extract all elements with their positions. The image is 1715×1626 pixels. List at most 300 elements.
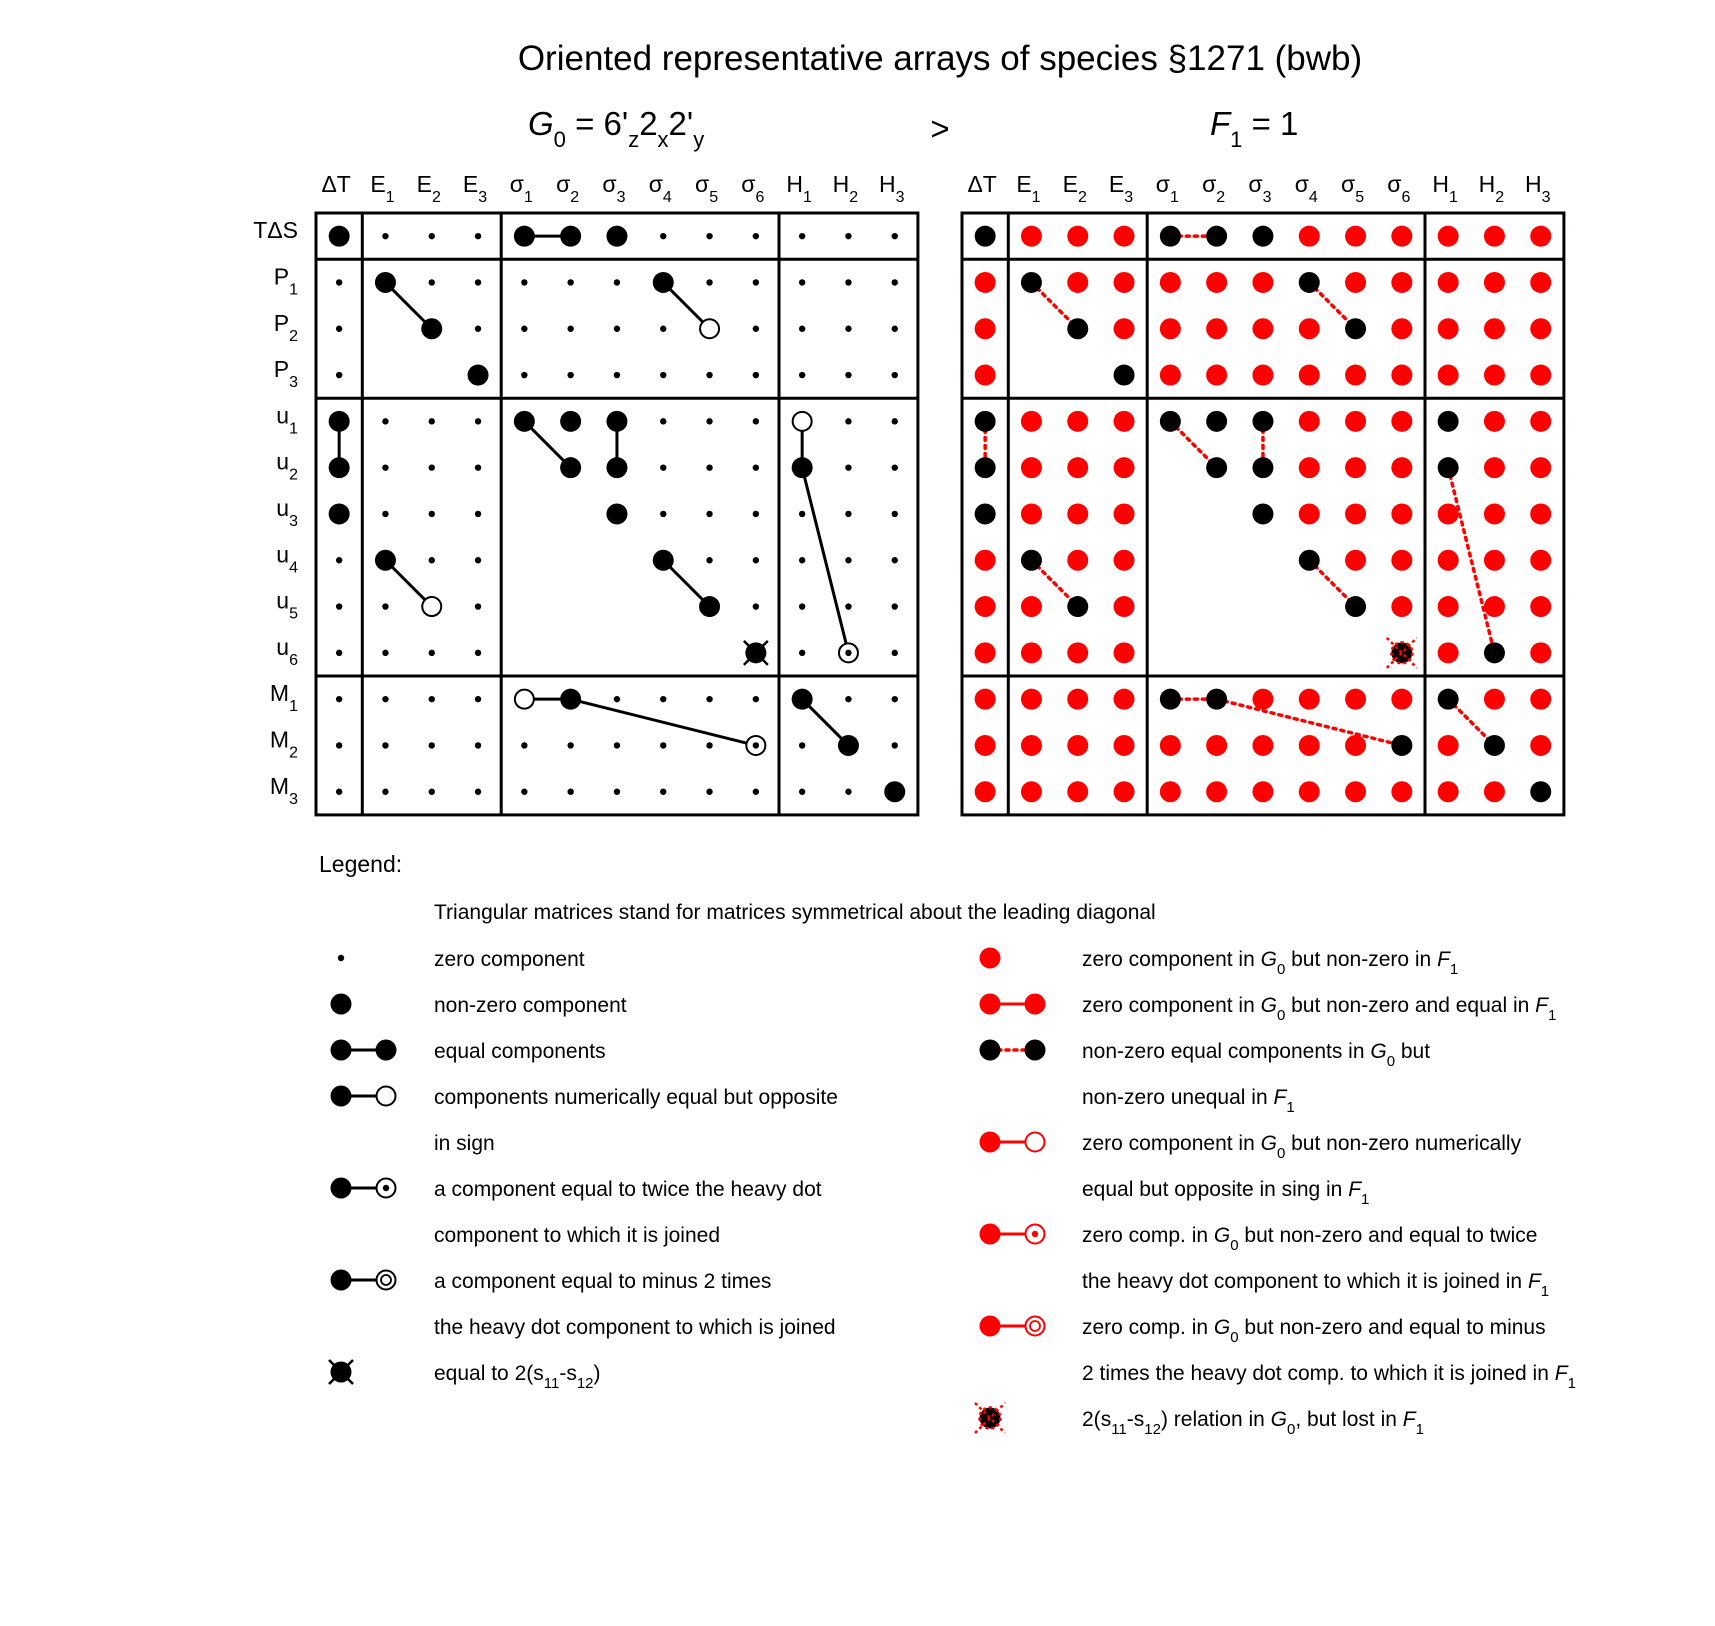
group-F-sub: 1 <box>1230 127 1243 152</box>
red-component-mark <box>1252 365 1273 386</box>
zero-component-mark <box>892 511 898 517</box>
legend-item-text-txt: zero comp. in <box>1082 1316 1214 1339</box>
nonzero-component-mark <box>331 994 352 1015</box>
row-label <box>274 310 298 345</box>
red-component-mark <box>1530 365 1551 386</box>
red-component-mark <box>1345 411 1366 432</box>
opposite-sign-mark <box>422 597 441 616</box>
nonzero-component-mark <box>421 318 442 339</box>
zero-component-mark <box>429 557 435 563</box>
legend-item-text-txt: equal to 2( <box>434 1362 534 1385</box>
G0-column-label <box>510 171 533 206</box>
red-component-mark <box>1530 457 1551 478</box>
red-component-mark <box>975 318 996 339</box>
zero-component-mark <box>382 650 388 656</box>
row-label-main: TΔS <box>253 217 298 244</box>
minus-two-mark-inner <box>1030 1321 1040 1331</box>
legend-item-text <box>434 1316 836 1339</box>
axis-labels <box>253 171 1550 808</box>
legend-item-text <box>1082 1316 1546 1346</box>
red-component-mark <box>1391 226 1412 247</box>
red-component-mark <box>1067 411 1088 432</box>
nonzero-component-mark <box>1345 596 1366 617</box>
F1-column-label-main: σ <box>1202 171 1217 197</box>
zero-component-mark <box>845 603 851 609</box>
twice-mark-center <box>845 650 851 656</box>
red-component-mark <box>1206 781 1227 802</box>
G0-column-label-sub: 6 <box>755 189 765 206</box>
F1-column-label <box>1063 171 1087 206</box>
row-label-main: P <box>273 356 290 383</box>
zero-component-mark <box>845 372 851 378</box>
nonzero-component-mark <box>1160 689 1181 710</box>
zero-component-mark <box>475 418 481 424</box>
G0-column-label-sub: 1 <box>385 189 395 206</box>
legend-item-text-txt: ) <box>593 1362 601 1385</box>
equal-link <box>571 699 756 745</box>
zero-component-mark <box>845 326 851 332</box>
red-component-mark <box>1114 457 1135 478</box>
legend-note: Triangular matrices stand for matrices symmetrical about the leading diagonal <box>434 901 1156 924</box>
red-component-mark <box>1530 689 1551 710</box>
zero-component-mark <box>429 279 435 285</box>
red-component-mark <box>1252 272 1273 293</box>
nonzero-component-mark <box>1252 503 1273 524</box>
red-component-mark <box>1438 365 1459 386</box>
legend-item-text-sub: 0 <box>1386 1053 1396 1070</box>
nonzero-component-mark <box>1345 318 1366 339</box>
zero-component-mark <box>336 603 342 609</box>
legend-item-text-txt: non-zero component <box>434 994 627 1017</box>
minus-two-mark-inner <box>381 1275 391 1285</box>
G0-column-label-main: σ <box>648 171 663 197</box>
row-label <box>276 495 298 530</box>
group-G-axis: y <box>693 127 705 152</box>
legend-item-text-sym: G <box>1270 1408 1288 1431</box>
F1-column-label-main: ΔT <box>967 171 997 197</box>
zero-component-mark <box>845 464 851 470</box>
nonzero-component-mark <box>560 457 581 478</box>
nonzero-component-mark <box>1252 411 1273 432</box>
legend-item-text <box>1082 1362 1576 1392</box>
F1-column-label-sub: 6 <box>1401 189 1411 206</box>
legend-item-big-dot <box>331 994 627 1018</box>
red-component-mark <box>1299 689 1320 710</box>
red-component-mark <box>1438 596 1459 617</box>
red-component-mark <box>1067 550 1088 571</box>
G0-column-label <box>879 171 905 206</box>
F1-column-label-sub: 3 <box>1124 189 1134 206</box>
nonzero-component-mark <box>980 994 1001 1015</box>
opposite-sign-mark <box>700 319 719 338</box>
opposite-sign-mark <box>1026 1133 1045 1152</box>
legend-item-text-sym: F <box>1527 1270 1541 1293</box>
G0-column-label <box>321 171 350 197</box>
red-component-mark <box>1114 642 1135 663</box>
nonzero-component-mark <box>329 503 350 524</box>
G0-column-label-main: ΔT <box>321 171 351 197</box>
red-component-mark <box>1021 596 1042 617</box>
zero-component-mark <box>892 742 898 748</box>
red-component-mark <box>1206 365 1227 386</box>
zero-component-mark <box>845 233 851 239</box>
legend-item-text-txt: , but lost in <box>1295 1408 1403 1431</box>
legend-item-text <box>1082 1270 1549 1300</box>
zero-component-mark <box>429 696 435 702</box>
red-component-mark <box>1114 550 1135 571</box>
red-component-mark <box>1021 781 1042 802</box>
F1-column-label-sub: 1 <box>1031 189 1041 206</box>
G0-column-label-sub: 2 <box>849 189 859 206</box>
nonzero-component-mark <box>1025 1040 1046 1061</box>
legend-item-text-txt: zero component in <box>1082 1132 1261 1155</box>
legend-item-text-sub: 1 <box>1361 1191 1370 1208</box>
nonzero-component-mark <box>975 457 996 478</box>
red-component-mark <box>1067 272 1088 293</box>
relation-symbol: > <box>930 110 950 147</box>
F1-column-label-sub: 1 <box>1169 189 1179 206</box>
nonzero-component-mark <box>980 1040 1001 1061</box>
red-component-mark <box>1345 272 1366 293</box>
zero-component-mark <box>660 789 666 795</box>
zero-component-mark <box>429 789 435 795</box>
zero-component-mark <box>475 696 481 702</box>
nonzero-component-mark <box>792 457 813 478</box>
legend-item-text-sub: 12 <box>1144 1421 1161 1438</box>
legend-item-text-sym: F <box>1348 1178 1362 1201</box>
zero-component-mark <box>753 696 759 702</box>
zero-component-mark <box>845 557 851 563</box>
zero-component-mark <box>845 511 851 517</box>
F1-column-label-main: H <box>1478 171 1496 197</box>
zero-component-mark <box>475 789 481 795</box>
F1-column-label <box>1295 171 1318 206</box>
legend-item-special <box>329 1360 601 1392</box>
legend-item-text-txt: equal but opposite in sing in <box>1082 1178 1349 1201</box>
zero-component-mark <box>475 464 481 470</box>
zero-component-mark <box>706 418 712 424</box>
nonzero-component-mark <box>468 365 489 386</box>
F1-column-label-main: σ <box>1387 171 1402 197</box>
legend-item-text-sym: s <box>533 1362 544 1385</box>
red-component-mark <box>1391 457 1412 478</box>
red-component-mark <box>1021 503 1042 524</box>
legend-item-text-txt: a component equal to twice the heavy dot <box>434 1178 822 1201</box>
G0-column-label-main: σ <box>694 171 710 197</box>
legend-item-red-dot <box>980 948 1459 979</box>
zero-component-mark <box>614 279 620 285</box>
zero-component-mark <box>475 557 481 563</box>
legend-item-text-sym: s <box>566 1362 577 1385</box>
F1-column-label <box>1525 171 1551 206</box>
F1-column-label-sub: 3 <box>1262 189 1272 206</box>
red-component-mark <box>1391 503 1412 524</box>
red-component-mark <box>1530 411 1551 432</box>
zero-component-mark <box>567 279 573 285</box>
G0-column-label <box>833 171 859 206</box>
nonzero-component-mark <box>1438 411 1459 432</box>
legend-item-text <box>1082 1178 1369 1208</box>
red-component-mark <box>1299 781 1320 802</box>
legend-item-text-txt: zero comp. in <box>1082 1224 1214 1247</box>
zero-component-mark <box>892 372 898 378</box>
zero-component-mark <box>521 789 527 795</box>
legend-item-text-txt: but <box>1395 1040 1431 1063</box>
zero-component-mark <box>799 603 805 609</box>
legend-item-text-txt: non-zero unequal in <box>1082 1086 1274 1109</box>
legend-item-text-sym: G <box>1213 1316 1231 1339</box>
zero-component-mark <box>706 696 712 702</box>
F1-column-label <box>1016 171 1040 206</box>
group-G-sub: 0 <box>553 127 566 152</box>
zero-component-mark <box>799 372 805 378</box>
nonzero-component-mark <box>1299 272 1320 293</box>
G0-column-label <box>695 171 718 206</box>
red-component-mark <box>1114 735 1135 756</box>
legend-item-lost-special <box>975 1403 1424 1438</box>
F1-column-label-sub: 2 <box>1495 189 1505 206</box>
legend-item-text-sym: G <box>1260 948 1277 971</box>
row-label <box>276 588 298 623</box>
G0-column-label <box>649 171 672 206</box>
zero-component-mark <box>753 326 759 332</box>
red-component-mark <box>1484 781 1505 802</box>
legend-item-text <box>434 1086 838 1109</box>
row-label-main: u <box>276 402 290 429</box>
red-component-mark <box>1114 411 1135 432</box>
red-component-mark <box>1021 642 1042 663</box>
nonzero-component-mark <box>975 226 996 247</box>
group-F-eq: = 1 <box>1242 105 1299 142</box>
legend-item-text-sub: 0 <box>1230 1237 1239 1254</box>
legend-item-text-txt: but non-zero and equal to twice <box>1238 1224 1538 1247</box>
row-label-sub: 4 <box>289 559 298 577</box>
zero-component-mark <box>429 233 435 239</box>
nonzero-component-mark <box>514 226 535 247</box>
red-component-mark <box>1530 596 1551 617</box>
G0-column-label-main: σ <box>556 171 571 197</box>
zero-component-mark <box>382 696 388 702</box>
legend-item-text-txt: 2( <box>1082 1408 1101 1431</box>
zero-component-mark <box>892 326 898 332</box>
red-component-mark <box>1299 411 1320 432</box>
zero-component-mark <box>799 557 805 563</box>
page-title: Oriented representative arrays of species §1271 (bwb) <box>517 39 1363 78</box>
zero-component-mark <box>753 372 759 378</box>
nonzero-component-mark <box>331 1178 352 1199</box>
zero-component-mark <box>429 464 435 470</box>
G0-column-label-sub: 2 <box>570 189 580 206</box>
red-component-mark <box>1114 226 1135 247</box>
legend-item-small-dot <box>338 948 585 971</box>
nonzero-component-mark <box>975 503 996 524</box>
zero-component-mark <box>382 233 388 239</box>
legend-item-text <box>434 1224 720 1247</box>
zero-component-mark <box>336 789 342 795</box>
zero-component-mark <box>706 372 712 378</box>
red-component-mark <box>1021 457 1042 478</box>
zero-component-mark <box>429 418 435 424</box>
zero-component-mark <box>753 233 759 239</box>
red-component-mark <box>1345 550 1366 571</box>
nonzero-component-mark <box>653 272 674 293</box>
row-label <box>274 356 298 391</box>
zero-component-mark <box>429 650 435 656</box>
red-component-mark <box>1391 689 1412 710</box>
legend-item-text-txt: but non-zero in <box>1285 948 1438 971</box>
zero-component-mark <box>336 372 342 378</box>
red-component-mark <box>1438 272 1459 293</box>
legend-item-red-minus-two <box>980 1316 1576 1393</box>
legend-item-text-sub: 0 <box>1230 1329 1239 1346</box>
zero-component-mark <box>660 326 666 332</box>
red-component-mark <box>1484 226 1505 247</box>
F1-column-label-main: E <box>1062 171 1078 197</box>
legend-item-text-txt: components numerically equal but opposite <box>434 1086 838 1109</box>
zero-component-mark <box>475 233 481 239</box>
red-component-mark <box>1345 689 1366 710</box>
nonzero-component-mark <box>331 1270 352 1291</box>
red-component-mark <box>1299 503 1320 524</box>
row-label-sub: 1 <box>289 281 298 299</box>
red-component-mark <box>1530 503 1551 524</box>
F1-column-label <box>1109 171 1133 206</box>
zero-component-mark <box>614 696 620 702</box>
nonzero-component-mark <box>606 503 627 524</box>
nonzero-component-mark <box>1160 411 1181 432</box>
F1-column-label-sub: 2 <box>1077 189 1087 206</box>
red-component-mark <box>1299 457 1320 478</box>
zero-component-mark <box>753 603 759 609</box>
red-component-mark <box>1484 503 1505 524</box>
red-component-mark <box>1067 226 1088 247</box>
red-component-mark <box>1252 318 1273 339</box>
zero-component-mark <box>892 464 898 470</box>
zero-component-mark <box>753 279 759 285</box>
row-label <box>270 726 298 761</box>
row-label <box>270 680 298 715</box>
legend-item-text-txt: zero component in <box>1082 948 1261 971</box>
row-label-main: u <box>276 587 290 614</box>
red-component-mark <box>1345 503 1366 524</box>
nonzero-component-mark <box>606 411 627 432</box>
zero-component-mark <box>799 233 805 239</box>
legend-item-text-sym: G <box>1213 1224 1231 1247</box>
legend-item-text-txt: a component equal to minus 2 times <box>434 1270 772 1293</box>
F1-column-label-sub: 3 <box>1541 189 1551 206</box>
zero-component-mark <box>706 464 712 470</box>
legend-item-text-txt: 2 times the heavy dot comp. to which it is joined in <box>1082 1362 1555 1385</box>
F1-column-label-sub: 4 <box>1308 189 1318 206</box>
nonzero-component-mark <box>1025 994 1046 1015</box>
red-component-mark <box>1438 642 1459 663</box>
F1-column-label-main: H <box>1432 171 1450 197</box>
row-label <box>276 634 298 669</box>
row-label-main: M <box>269 772 290 799</box>
legend-item-text-sub: 1 <box>1540 1283 1550 1300</box>
G0-column-label-main: H <box>786 171 804 197</box>
F1-column-label <box>1387 171 1410 206</box>
zero-component-mark <box>336 696 342 702</box>
red-component-mark <box>1484 365 1505 386</box>
zero-component-mark <box>614 789 620 795</box>
zero-component-mark <box>892 233 898 239</box>
equal-link <box>802 468 848 653</box>
red-component-mark <box>1114 318 1135 339</box>
G0-column-label <box>786 171 812 206</box>
legend-item-dotted-link <box>980 1040 1431 1117</box>
red-component-mark <box>1484 318 1505 339</box>
row-label-sub: 1 <box>289 698 298 716</box>
zero-component-mark <box>660 418 666 424</box>
F1-column-label <box>1479 171 1505 206</box>
opposite-sign-mark <box>515 690 534 709</box>
nonzero-component-mark <box>1206 411 1227 432</box>
red-component-mark <box>1021 735 1042 756</box>
red-component-mark <box>1160 365 1181 386</box>
red-component-mark <box>1484 272 1505 293</box>
legend-item-text <box>1082 1224 1537 1254</box>
zero-component-mark <box>475 742 481 748</box>
G0-column-label <box>417 171 441 206</box>
nonzero-component-mark <box>606 457 627 478</box>
nonzero-component-mark <box>375 550 396 571</box>
nonzero-component-mark <box>1252 226 1273 247</box>
legend-item-text-sub: 0 <box>1276 961 1286 978</box>
red-component-mark <box>1530 735 1551 756</box>
red-component-mark <box>1438 318 1459 339</box>
G0-column-label <box>556 171 579 206</box>
legend-item-text-sym: F <box>1535 994 1548 1017</box>
nonzero-component-mark <box>560 689 581 710</box>
G0-column-label-main: E <box>416 171 432 197</box>
legend-item-opposite <box>331 1086 838 1156</box>
nonzero-component-mark <box>1114 365 1135 386</box>
zero-component-mark <box>429 742 435 748</box>
G0-column-label-sub: 4 <box>662 189 672 206</box>
zero-component-mark <box>614 742 620 748</box>
red-component-mark <box>1484 550 1505 571</box>
nonzero-component-mark <box>375 272 396 293</box>
legend-item-minus-two <box>331 1270 836 1340</box>
red-component-mark <box>1252 781 1273 802</box>
zero-component-mark <box>382 789 388 795</box>
legend-item-text <box>1082 948 1458 978</box>
F1-column-label-main: σ <box>1155 171 1170 197</box>
G0-column-label-main: E <box>462 171 479 197</box>
zero-component-mark <box>845 789 851 795</box>
legend-item-text <box>434 994 627 1017</box>
red-component-mark <box>1252 689 1273 710</box>
red-component-mark <box>1299 365 1320 386</box>
group-G-axis: x <box>657 127 669 152</box>
legend-item-text-sym: F <box>1402 1408 1416 1431</box>
G0-column-label-main: H <box>832 171 850 197</box>
zero-component-mark <box>706 511 712 517</box>
nonzero-component-mark <box>560 226 581 247</box>
twice-mark-center <box>383 1185 389 1191</box>
red-component-mark <box>975 642 996 663</box>
matrix-F1 <box>962 213 1564 815</box>
red-component-mark <box>1484 689 1505 710</box>
row-label-sub: 5 <box>289 605 298 623</box>
red-component-mark <box>1160 318 1181 339</box>
nonzero-component-mark <box>1206 689 1227 710</box>
zero-component-mark <box>845 279 851 285</box>
red-component-mark <box>1391 411 1412 432</box>
nonzero-component-mark <box>1530 781 1551 802</box>
row-label <box>276 449 298 484</box>
